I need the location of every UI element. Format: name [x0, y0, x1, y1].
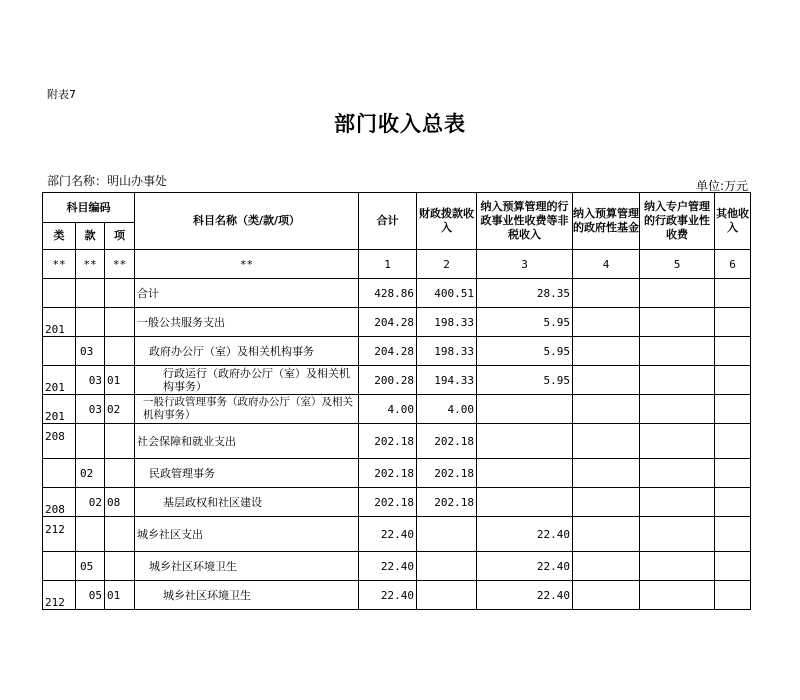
cell-name: 一般行政管理事务（政府办公厅（室）及相关机构事务） [135, 395, 359, 424]
cell-cls: 212 [43, 517, 76, 552]
cell-xiang [105, 424, 135, 459]
cell-nontax [477, 459, 573, 488]
cell-fund [573, 308, 640, 337]
cell-other [715, 488, 751, 517]
table-row [43, 279, 751, 308]
cell-name [135, 366, 359, 395]
cell-kuan [76, 308, 105, 337]
cell-special [640, 552, 715, 581]
cell-kuan: 03 [76, 395, 105, 424]
index-name: ** [135, 250, 359, 279]
cell-cls [43, 279, 76, 308]
table-row [43, 395, 751, 424]
index-c4: 4 [573, 250, 640, 279]
cell-nontax: 22.40 [477, 552, 573, 581]
cell-fund [573, 395, 640, 424]
cell-kuan: 02 [76, 459, 105, 488]
cell-kuan [76, 517, 105, 552]
cell-nontax: 22.40 [477, 517, 573, 552]
cell-nontax: 22.40 [477, 581, 573, 610]
cell-other [715, 424, 751, 459]
cell-total: 4.00 [359, 395, 417, 424]
cell-special [640, 424, 715, 459]
cell-cls: 208 [43, 424, 76, 459]
cell-fiscal: 202.18 [417, 459, 477, 488]
cell-name: 民政管理事务 [135, 459, 359, 488]
cell-special [640, 395, 715, 424]
cell-fiscal: 202.18 [417, 424, 477, 459]
cell-kuan: 02 [76, 488, 105, 517]
cell-fiscal [417, 517, 477, 552]
table-row [43, 337, 751, 366]
cell-fund [573, 459, 640, 488]
unit-label: 单位:万元 [695, 179, 748, 193]
cell-fund [573, 366, 640, 395]
cell-name: 城乡社区支出 [135, 517, 359, 552]
index-c6: 6 [715, 250, 751, 279]
cell-kuan [76, 279, 105, 308]
cell-fiscal: 400.51 [417, 279, 477, 308]
table-row [43, 366, 751, 395]
cell-cls [43, 552, 76, 581]
cell-cls: 212 [43, 581, 76, 610]
cell-other [715, 395, 751, 424]
cell-name: 合计 [135, 279, 359, 308]
cell-kuan: 05 [76, 581, 105, 610]
index-xiang: ** [105, 250, 135, 279]
cell-fiscal: 198.33 [417, 308, 477, 337]
header-special: 纳入专户管理的行政事业性收费 [640, 193, 715, 250]
cell-fiscal: 194.33 [417, 366, 477, 395]
cell-other [715, 459, 751, 488]
cell-special [640, 459, 715, 488]
cell-kuan [76, 424, 105, 459]
cell-special [640, 581, 715, 610]
department-name: 部门名称：明山办事处 [47, 174, 168, 188]
index-c2: 2 [417, 250, 477, 279]
header-name: 科目名称（类/款/项） [135, 193, 359, 250]
cell-special [640, 308, 715, 337]
cell-name: 城乡社区环境卫生 [135, 581, 359, 610]
table-row [43, 581, 751, 610]
header-nontax: 纳入预算管理的行政事业性收费等非税收入 [477, 193, 573, 250]
cell-nontax [477, 424, 573, 459]
cell-name: 城乡社区环境卫生 [135, 552, 359, 581]
header-fund: 纳入预算管理的政府性基金 [573, 193, 640, 250]
table-row [43, 488, 751, 517]
cell-xiang: 01 [105, 366, 135, 395]
cell-nontax: 5.95 [477, 337, 573, 366]
cell-special [640, 337, 715, 366]
cell-total: 202.18 [359, 488, 417, 517]
cell-other [715, 552, 751, 581]
header-kuan: 款 [76, 223, 105, 250]
cell-fiscal: 198.33 [417, 337, 477, 366]
cell-xiang [105, 459, 135, 488]
cell-other [715, 517, 751, 552]
cell-other [715, 581, 751, 610]
cell-fund [573, 581, 640, 610]
table-row [43, 459, 751, 488]
cell-fiscal: 202.18 [417, 488, 477, 517]
index-c5: 5 [640, 250, 715, 279]
cell-kuan: 05 [76, 552, 105, 581]
header-cls: 类 [43, 223, 76, 250]
cell-total: 202.18 [359, 424, 417, 459]
cell-xiang [105, 337, 135, 366]
cell-other [715, 337, 751, 366]
cell-other [715, 366, 751, 395]
cell-xiang [105, 552, 135, 581]
cell-fund [573, 517, 640, 552]
cell-name: 政府办公厅（室）及相关机构事务 [135, 337, 359, 366]
income-summary-table [42, 192, 751, 610]
cell-total: 202.18 [359, 459, 417, 488]
cell-xiang: 08 [105, 488, 135, 517]
cell-special [640, 279, 715, 308]
cell-cls [43, 337, 76, 366]
cell-fund [573, 552, 640, 581]
header-code-group: 科目编码 [43, 193, 135, 223]
page-title: 部门收入总表 [334, 111, 466, 136]
cell-other [715, 308, 751, 337]
cell-fiscal [417, 552, 477, 581]
cell-xiang [105, 517, 135, 552]
cell-total: 204.28 [359, 308, 417, 337]
cell-xiang: 01 [105, 581, 135, 610]
cell-nontax [477, 395, 573, 424]
cell-fund [573, 279, 640, 308]
attachment-label: 附表7 [47, 88, 76, 101]
cell-name: 社会保障和就业支出 [135, 424, 359, 459]
cell-cls: 208 [43, 488, 76, 517]
cell-total: 22.40 [359, 552, 417, 581]
cell-total: 200.28 [359, 366, 417, 395]
cell-xiang: 02 [105, 395, 135, 424]
header-other: 其他收入 [715, 193, 751, 250]
cell-total: 428.86 [359, 279, 417, 308]
header-fiscal: 财政拨款收入 [417, 193, 477, 250]
cell-cls [43, 459, 76, 488]
cell-special [640, 488, 715, 517]
cell-nontax [477, 488, 573, 517]
cell-cls: 201 [43, 395, 76, 424]
index-cls: ** [43, 250, 76, 279]
cell-fiscal [417, 581, 477, 610]
cell-special [640, 517, 715, 552]
cell-nontax: 5.95 [477, 308, 573, 337]
cell-other [715, 279, 751, 308]
index-kuan: ** [76, 250, 105, 279]
cell-name: 一般公共服务支出 [135, 308, 359, 337]
cell-kuan: 03 [76, 337, 105, 366]
cell-total: 22.40 [359, 581, 417, 610]
header-xiang: 项 [105, 223, 135, 250]
cell-name-text: 行政运行（政府办公厅（室）及相关机构事务） [163, 367, 350, 393]
index-c1: 1 [359, 250, 417, 279]
cell-nontax: 5.95 [477, 366, 573, 395]
cell-cls: 201 [43, 308, 76, 337]
cell-xiang [105, 308, 135, 337]
cell-xiang [105, 279, 135, 308]
cell-kuan: 03 [76, 366, 105, 395]
cell-fund [573, 424, 640, 459]
table-row [43, 517, 751, 552]
cell-special [640, 366, 715, 395]
table-row [43, 308, 751, 337]
cell-fund [573, 488, 640, 517]
cell-fund [573, 337, 640, 366]
table-row [43, 424, 751, 459]
index-c3: 3 [477, 250, 573, 279]
header-total: 合计 [359, 193, 417, 250]
cell-nontax: 28.35 [477, 279, 573, 308]
cell-total: 22.40 [359, 517, 417, 552]
cell-cls: 201 [43, 366, 76, 395]
cell-total: 204.28 [359, 337, 417, 366]
table-row [43, 552, 751, 581]
cell-fiscal: 4.00 [417, 395, 477, 424]
cell-name: 基层政权和社区建设 [135, 488, 359, 517]
